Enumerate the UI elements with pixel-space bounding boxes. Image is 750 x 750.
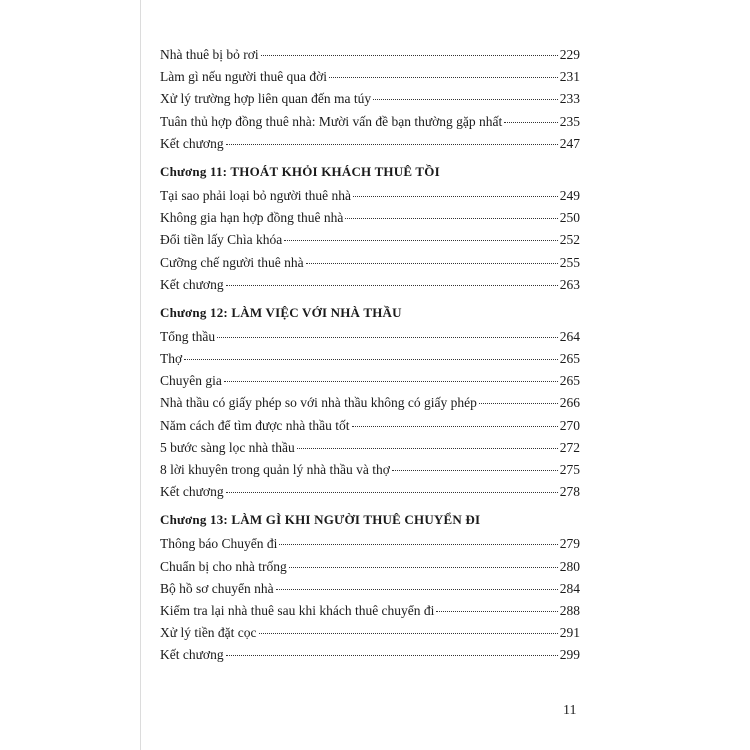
toc-entry [160, 533, 580, 555]
page-edge-line [140, 0, 141, 750]
toc-entry-title: Chuẩn bị cho nhà trống [160, 558, 287, 574]
dot-leader [306, 263, 558, 264]
toc-entry-page: 280 [559, 558, 580, 574]
toc-entry-title: Không gia hạn hợp đồng thuê nhà [160, 210, 344, 226]
toc-entry [160, 370, 580, 392]
toc-entry-page: 279 [559, 536, 580, 552]
toc-entry-title: Kết chương [160, 276, 224, 292]
dot-leader [224, 381, 558, 382]
toc-entry [160, 88, 580, 110]
dot-leader [184, 359, 558, 360]
toc-entry-page: 265 [559, 373, 580, 389]
table-of-contents [160, 44, 580, 667]
toc-entry-page: 235 [559, 113, 580, 129]
toc-entry [160, 459, 580, 481]
chapter-heading: Chương 13: LÀM GÌ KHI NGƯỜI THUÊ CHUYỂN ĐI [160, 512, 481, 528]
toc-entry-page: 264 [559, 328, 580, 344]
toc-entry-page: 249 [559, 187, 580, 203]
dot-leader [276, 589, 558, 590]
toc-entry-page: 229 [559, 47, 580, 62]
toc-entry [160, 185, 580, 207]
toc-entry-title: Xử lý trường hợp liên quan đến ma túy [160, 91, 372, 107]
toc-entry-title: 8 lời khuyên trong quản lý nhà thầu và thợ [160, 462, 390, 477]
page-number: 11 [563, 703, 577, 718]
dot-leader [392, 470, 558, 471]
toc-entry-page: 272 [559, 439, 580, 455]
toc-entry [160, 644, 580, 666]
toc-entry [160, 66, 580, 88]
dot-leader [329, 77, 558, 78]
toc-entry-page: 247 [559, 135, 580, 151]
dot-leader [353, 196, 558, 197]
dot-leader [261, 55, 558, 56]
dot-leader [289, 567, 558, 568]
toc-entry-title: Xử lý tiền đặt cọc [160, 625, 257, 641]
toc-entry [160, 622, 580, 644]
toc-entry-title: Tại sao phải loại bỏ người thuê nhà [160, 187, 352, 203]
toc-entry [160, 252, 580, 274]
dot-leader [373, 99, 558, 100]
dot-leader [479, 403, 558, 404]
dot-leader [279, 544, 557, 545]
toc-entry [160, 207, 580, 229]
toc-entry-title: Đổi tiền lấy Chìa khóa [160, 232, 283, 248]
dot-leader [226, 655, 558, 656]
toc-entry-title: Tuân thủ hợp đồng thuê nhà: Mười vấn đề bạn thường gặp nhất [160, 113, 503, 129]
toc-entry-page: 250 [559, 210, 580, 226]
chapter-heading: Chương 11: THOÁT KHỎI KHÁCH THUÊ TỒI [160, 163, 440, 179]
toc-entry-page: 291 [559, 625, 580, 641]
toc-entry-page: 278 [559, 484, 580, 500]
toc-entry-page: 284 [559, 580, 580, 596]
chapter-heading: Chương 12: LÀM VIỆC VỚI NHÀ THẦU [160, 304, 402, 320]
toc-entry-title: Tổng thầu [160, 328, 216, 344]
toc-entry [160, 348, 580, 370]
dot-leader [226, 285, 558, 286]
dot-leader [226, 144, 558, 145]
toc-entry-page: 255 [559, 254, 580, 270]
dot-leader [226, 492, 558, 493]
toc-entry [160, 274, 580, 296]
toc-entry [160, 111, 580, 133]
dot-leader [217, 337, 558, 338]
toc-entry-page: 270 [559, 417, 580, 433]
toc-entry [160, 229, 580, 251]
toc-entry [160, 578, 580, 600]
toc-entry-page: 266 [559, 395, 580, 411]
dot-leader [504, 122, 557, 123]
toc-entry-page: 231 [559, 69, 580, 85]
dot-leader [284, 240, 558, 241]
toc-entry [160, 481, 580, 503]
toc-entry-title: Kết chương [160, 135, 224, 151]
toc-entry-page: 263 [559, 276, 580, 292]
toc-entry-page: 233 [559, 91, 580, 107]
toc-entry-title: Cưỡng chế người thuê nhà [160, 254, 304, 270]
toc-entry-page: 288 [559, 602, 580, 618]
toc-entry-page: 265 [559, 351, 580, 367]
toc-entry-title: Nhà thuê bị bỏ rơi [160, 47, 259, 62]
toc-entry [160, 415, 580, 437]
toc-entry-title: Kết chương [160, 484, 224, 500]
toc-entry-page: 252 [559, 232, 580, 248]
toc-entry-title: Bộ hồ sơ chuyển nhà [160, 580, 274, 596]
toc-entry [160, 600, 580, 622]
toc-entry-title: Làm gì nếu người thuê qua đời [160, 69, 328, 85]
toc-entry-title: Kết chương [160, 647, 224, 663]
toc-entry [160, 392, 580, 414]
toc-entry-title: Thông báo Chuyển đi [160, 536, 278, 552]
toc-entry [160, 326, 580, 348]
toc-entry [160, 44, 580, 66]
dot-leader [259, 633, 558, 634]
toc-entry-title: Năm cách để tìm được nhà thầu tốt [160, 417, 350, 433]
toc-entry-title: Kiểm tra lại nhà thuê sau khi khách thuê chuyển đi [160, 602, 435, 618]
dot-leader [345, 218, 557, 219]
toc-entry-title: Thợ [160, 351, 183, 367]
dot-leader [352, 426, 558, 427]
toc-entry [160, 133, 580, 155]
toc-entry-title: Chuyên gia [160, 373, 222, 389]
dot-leader [436, 611, 557, 612]
toc-entry-title: Nhà thầu có giấy phép so với nhà thầu không có giấy phép [160, 395, 477, 411]
toc-entry-page: 275 [559, 462, 580, 477]
dot-leader [297, 448, 558, 449]
toc-entry [160, 437, 580, 459]
toc-entry [160, 556, 580, 578]
toc-entry-title: 5 bước sàng lọc nhà thầu [160, 439, 295, 455]
toc-entry-page: 299 [559, 647, 580, 663]
